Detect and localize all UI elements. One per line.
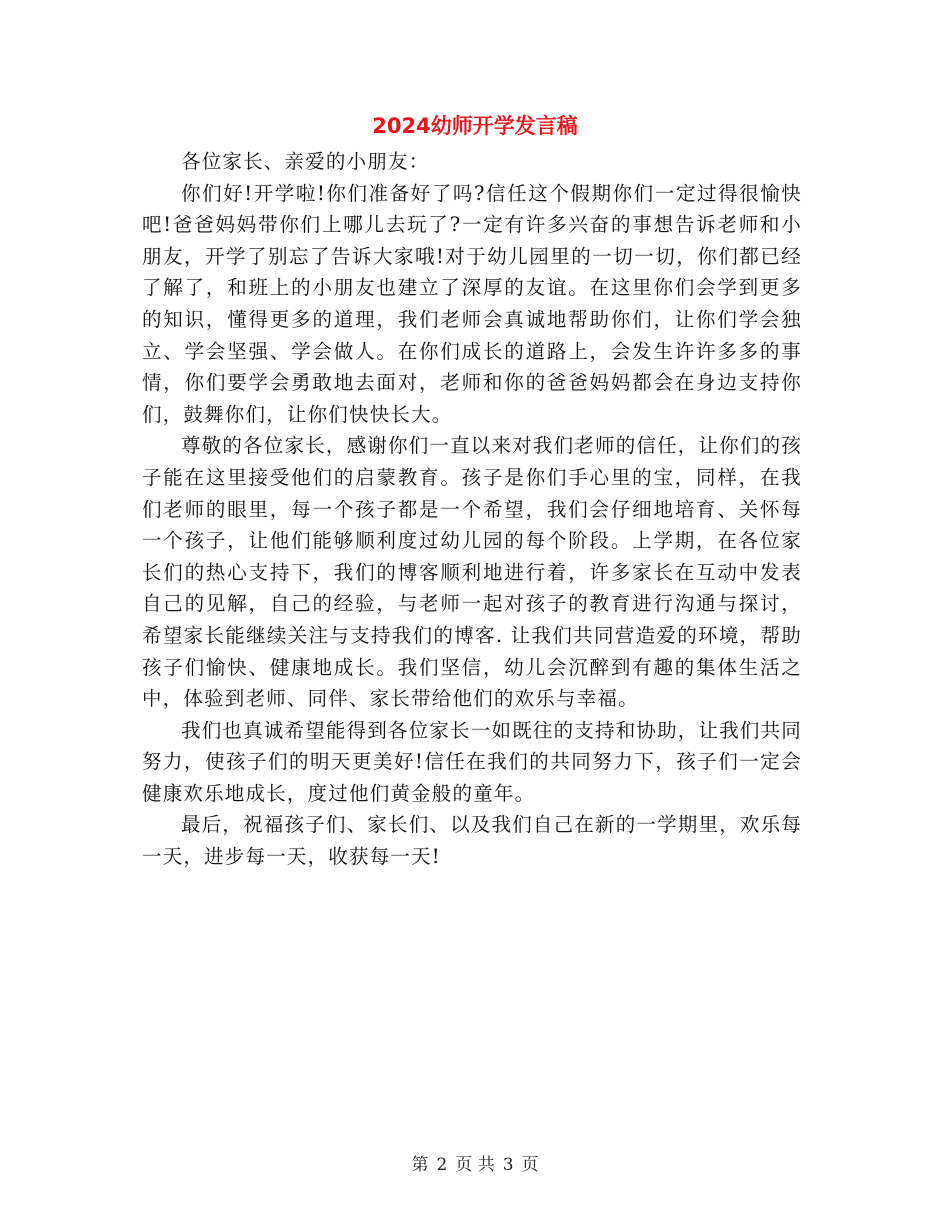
body-paragraph: 你们好!开学啦!你们准备好了吗?信任这个假期你们一定过得很愉快吧!爸爸妈妈带你们上哪儿去玩了?一定有许多兴奋的事想告诉老师和小朋友，开学了别忘了告诉大家哦!对于幼儿园里的一切一切，你们都已经了解了，和班上的小朋友也建立了深厚的友谊。在这里你们会学到更多的知识，懂得更多的道理，我们老师会真诚地帮助你们，让你们学会独立、学会坚强、学会做人。在你们成长的道路上，会发生许许多多的事情，你们要学会勇敢地去面对，老师和你的爸爸妈妈都会在身边支持你们，鼓舞你们，让你们快快长大。 — [142, 181, 802, 426]
body-paragraph: 我们也真诚希望能得到各位家长一如既往的支持和协助，让我们共同努力，使孩子们的明天更美好!信任在我们的共同努力下，孩子们一定会健康欢乐地成长，度过他们黄金般的童年。 — [142, 718, 803, 805]
body-paragraph: 尊敬的各位家长，感谢你们一直以来对我们老师的信任，让你们的孩子能在这里接受他们的启蒙教育。孩子是你们手心里的宝，同样，在我们老师的眼里，每一个孩子都是一个希望，我们会仔细地培育、关怀每一个孩子，让他们能够顺利度过幼儿园的每个阶段。上学期，在各位家长们的热心支持下，我们的博客顺利地进行着，许多家长在互动中发表自己的见解，自己的经验，与老师一起对孩子的教育进行沟通与探讨，希望家长能继续关注与支持我们的博客. 让我们共同营造爱的环境，帮助孩子们愉快、健康地成长。我们坚信，幼儿会沉醉到有趣的集体生活之中，体验到老师、同伴、家长带给他们的欢乐与幸福。 — [142, 434, 803, 711]
salutation-paragraph: 各位家长、亲爱的小朋友： — [181, 150, 430, 173]
page-footer — [0, 1153, 950, 1177]
footer-total-pages: 3 — [502, 1155, 514, 1175]
footer-suffix: 页 — [521, 1155, 539, 1175]
footer-middle: 页 共 — [455, 1155, 495, 1175]
page-title: 2024幼师开学发言稿 — [372, 114, 578, 138]
footer-page-number: 2 — [436, 1155, 448, 1175]
closing-paragraph: 最后，祝福孩子们、家长们、以及我们自己在新的一学期里，欢乐每一天，进步每一天，收获每一天! — [142, 813, 803, 869]
document-body — [142, 146, 802, 873]
footer-prefix: 第 — [411, 1155, 429, 1175]
